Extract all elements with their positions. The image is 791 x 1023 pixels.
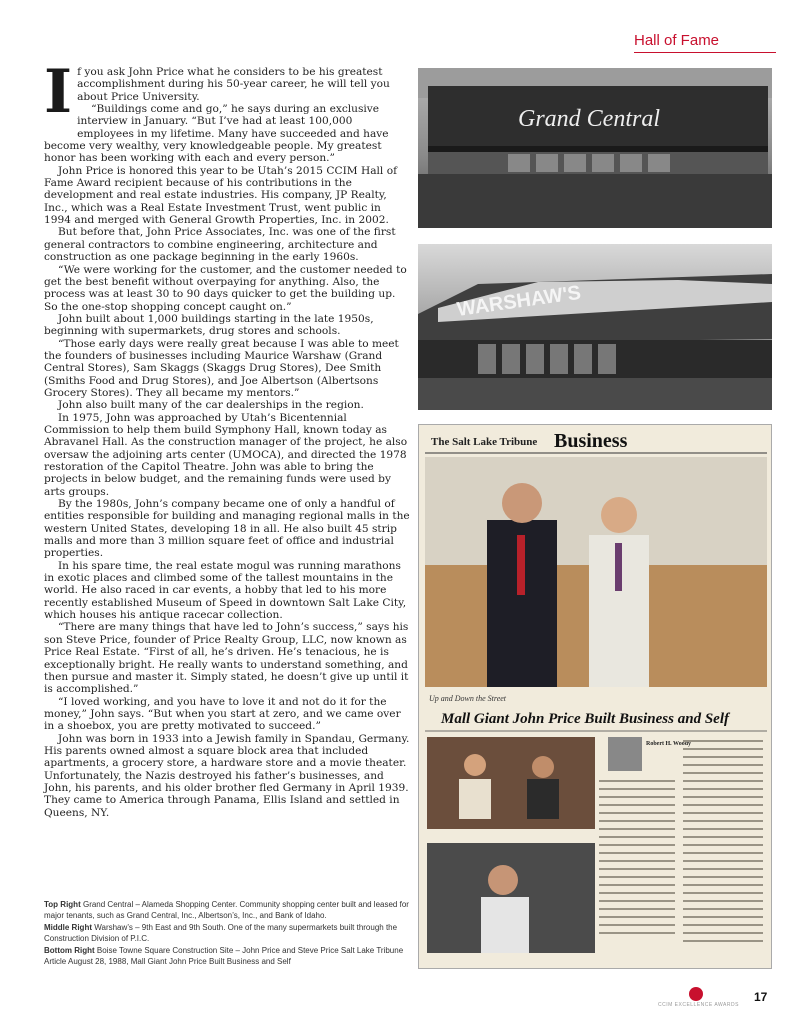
tribune-clipping-illustration (419, 425, 772, 969)
warshaws-photo (418, 244, 772, 410)
article-paragraph: “I loved working, and you have to love it and not do it for the money,” John says. “But when you start at zero, and we came over in a shoebox, you are pretty motivated to succeed.” (44, 695, 401, 733)
tribune-headline: Mall Giant John Price Built Business and Self (441, 711, 729, 727)
tribune-masthead: The Salt Lake Tribune (431, 436, 538, 448)
warshaws-sign: WARSHAW'S (455, 281, 583, 321)
grand-central-sign: Grand Central (518, 106, 661, 132)
article-body (44, 57, 410, 819)
article-paragraph: “Buildings come and go,” he says during an exclusive interview in January. “But I’ve had at least 100,000 employees in my lifetime. Many have succeeded and have become very wealthy, very knowledgeable people. My greatest honor has been working with each and every person.” (44, 103, 389, 165)
section-tag: Hall of Fame (634, 32, 776, 53)
article-paragraph: John also built many of the car dealerships in the region. (58, 399, 364, 412)
article-paragraph: John was born in 1933 into a Jewish family in Spandau, Germany. His parents owned almost a square block area that included apartments, a grocery store, a hardware store and a movie theater. Unfortunately, the Nazis destroyed his father’s businesses, and John, his parents, and his older brother fled Germany in April 1939. They came to America through Panama, Ellis Island and settled in Queens, NY. (44, 732, 410, 819)
tribune-clipping-photo (418, 424, 772, 969)
article-paragraph: “Those early days were really great because I was able to meet the founders of businesses including Maurice Warshaw (Grand Central Stores), Sam Skaggs (Skaggs Drug Stores), Dee Smith (Smiths Food and Drug Stores), and Joe Albertson (Albertsons Grocery Stores). They all became my mentors.” (44, 337, 399, 399)
caption-text: Grand Central – Alameda Shopping Center. Community shopping center built and leased for major tenants, such as Grand Central, Inc., Albertson’s, Inc., and Bank of Idaho. (44, 900, 409, 920)
caption-text: Boise Towne Square Construction Site – John Price and Steve Price Salt Lake Tribune Article August 28, 1988, Mall Giant John Price Built Business and Self (44, 946, 404, 966)
caption-middle-right (44, 923, 414, 944)
article-paragraph: In 1975, John was approached by Utah’s Bicentennial Commission to help them build Symphony Hall, known today as Abravanel Hall. As the construction manager of the project, he also oversaw the adjoining arts center (UMOCA), and directed the 1978 restoration of the Capitol Theatre. John was able to bring the projects in below budget, and the remaining funds were used by arts groups. (44, 411, 408, 498)
article-paragraph: In his spare time, the real estate mogul was running marathons in exotic places and climbed some of the tallest mountains in the world. He also raced in car events, a hobby that led to his more recently established Museum of Speed in downtown Salt Lake City, which houses his antique racecar collection. (44, 559, 407, 622)
article-paragraph: “We were working for the customer, and the customer needed to get the best benefit without overpaying for anything. Also, the process was at least 30 to 90 days quicker to get the building up. So the one-stop shopping concept caught on.” (44, 263, 407, 313)
article-paragraph: John built about 1,000 buildings starting in the late 1950s, beginning with supermarkets, drug stores and schools. (44, 312, 374, 338)
article-paragraph: “There are many things that have led to John’s success,” says his son Steve Price, founder of Price Realty Group, LLC, now known as Price Real Estate. “First of all, he’s driven. He’s tenacious, he is exceptionally bright. He really wants to understand something, and then pursue and master it. Simply stated, he doesn’t give up until it is accomplished.” (44, 621, 409, 696)
tribune-kicker: Up and Down the Street (429, 694, 507, 703)
caption-text: Warshaw’s – 9th East and 9th South. One of the many supermarkets built through the Construction Division of P.I.C. (44, 923, 398, 943)
page-number: 17 (754, 990, 768, 1004)
grand-central-illustration (418, 68, 772, 228)
article-paragraph: f you ask John Price what he considers to be his greatest accomplishment during his 50-year career, he will tell you about Price University. (77, 66, 390, 103)
caption-bottom-right (44, 946, 414, 967)
tribune-columnist: Robert H. Woody (646, 741, 692, 747)
article-paragraph: But before that, John Price Associates, Inc. was one of the first general contractors to combine engineering, architecture and construction as one package beginning in the early 1960s. (44, 226, 396, 264)
ccim-awards-logo-text: CCIM EXCELLENCE AWARDS (658, 1002, 739, 1008)
grand-central-photo (418, 68, 772, 228)
article-paragraph: John Price is honored this year to be Utah’s 2015 CCIM Hall of Fame Award recipient because of his contributions in the development and real estate industries. His company, JP Realty, Inc., which was a Real Estate Investment Trust, went public in 1994 and merged with General Growth Properties, Inc. in 2002. (44, 164, 397, 227)
tribune-section-title: Business (554, 430, 628, 452)
article-paragraph: By the 1980s, John’s company became one of only a handful of entities responsible for building and managing regional malls in the western United States, developing 18 in all. He also built 45 strip malls and more than 3 million square feet of office and industrial properties. (44, 498, 410, 560)
caption-label: Top Right (44, 900, 81, 909)
caption-top-right (44, 900, 414, 921)
ccim-logo-icon (689, 987, 703, 1001)
warshaws-illustration (418, 244, 772, 410)
caption-label: Middle Right (44, 923, 92, 932)
caption-label: Bottom Right (44, 946, 95, 955)
photo-captions (44, 900, 414, 969)
drop-cap: I (44, 57, 73, 127)
